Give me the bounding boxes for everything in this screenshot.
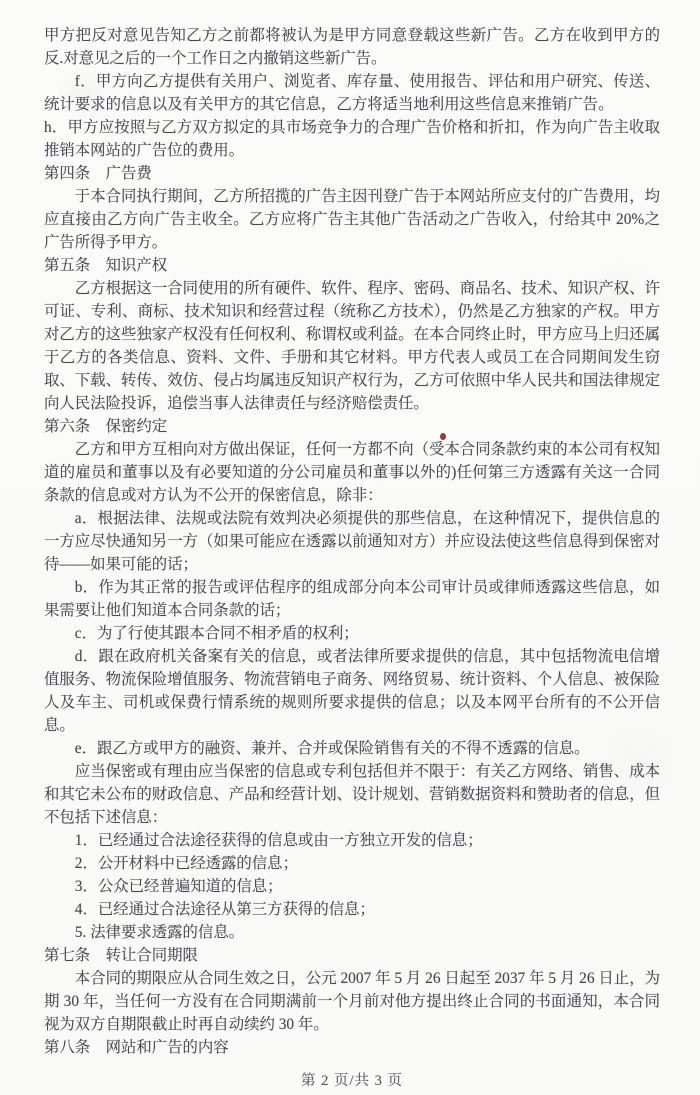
clause-item-d: d．跟在政府机关备案有关的信息，或者法律所要求提供的信息，其中包括物流电信增值服务、物流保险增值服务、物流营销电子商务、网络贸易、统计资料、个人信息、被保险人及车主、司机或保费行情系统的规则所要求提供的信息；以及本网平台所有的不公开信息。 <box>44 648 660 734</box>
list-item-1: 1．已经通过合法途径获得的信息或由一方独立开发的信息； <box>74 832 483 849</box>
paragraph-confidentiality: 乙方和甲方互相向对方做出保证，任何一方都不向（受本合同条款约束的本公司有权知道的雇员和董事以及有必要知道的分公司雇员和董事以外的)任何第三方透露有关这一合同条款的信息或对方认为不公开的保密信息，除非： <box>44 441 660 504</box>
page-number-footer: 第 2 页/共 3 页 <box>300 1073 404 1089</box>
clause-heading-article-5: 第五条 知识产权 <box>44 257 168 274</box>
clause-item-e: e．跟乙方或甲方的融资、兼并、合并或保险销售有关的不得不透露的信息。 <box>74 740 590 757</box>
clause-heading-article-7: 第七条 转让合同期限 <box>44 947 198 964</box>
clause-heading-article-6: 第六条 保密约定 <box>44 418 168 435</box>
paragraph-secret-info-scope: 应当保密或有理由应当保密的信息或专利包括但并不限于：有关乙方网络、销售、成本和其它未公布的财政信息、产品和经营计划、设计规划、营销数据资料和赞助者的信息，但不包括下述信息： <box>44 763 660 826</box>
paragraph-ip-rights: 乙方根据这一合同使用的所有硬件、软件、程序、密码、商品名、技术、知识产权、许可证、专利、商标、技术知识和经营过程（统称乙方技术），仍然是乙方独家的产权。甲方对乙方的这些独家产权没有任何权利、称谓权或利益。在本合同终止时，甲方应马上归还属于乙方的各类信息、资料、文件、手册和其它材料。甲方代表人或员工在合同期间发生窃取、下载、转传、效仿、侵占均属违反知识产权行为，乙方可依照中华人民共和国法律规定向人民法险投诉，追偿当事人法律责任与经济赔偿责任。 <box>44 280 660 412</box>
paragraph-ad-fee: 于本合同执行期间，乙方所招揽的广告主因刊登广告于本网站所应支付的广告费用，均应直接由乙方向广告主收全。乙方应将广告主其他广告活动之广告收入，付给其中 20%之广告所得予甲方。 <box>44 188 660 251</box>
paragraph-contract-term: 本合同的期限应从合同生效之日，公元 2007 年 5 月 26 日起至 2037 年 5 月 26 日止，为期 30 年，当任何一方没有在合同期满前一个月前对他方提出终止合同的书面通知，本合同视为双方自期限截止时再自动续约 30 年。 <box>44 970 660 1033</box>
list-item-3: 3．公众已经普遍知道的信息； <box>74 878 283 895</box>
clause-item-f: f．甲方向乙方提供有关用户、浏览者、库存量、使用报告、评估和用户研究、传送、统计要求的信息以及有关甲方的其它信息，乙方将适当地利用这些信息来推销广告。 <box>44 73 660 113</box>
clause-heading-article-4: 第四条 广告费 <box>44 165 152 182</box>
list-item-4: 4．已经通过合法途径从第三方获得的信息； <box>74 901 375 918</box>
clause-item-h: h．甲方应按照与乙方双方拟定的具市场竞争力的合理广告价格和折扣，作为向广告主收取推销本网站的广告位的费用。 <box>44 119 660 159</box>
list-item-5: 5. 法律要求透露的信息。 <box>74 924 245 941</box>
paragraph-continuation: 甲方把反对意见告知乙方之前都将被认为是甲方同意登载这些新广告。乙方在收到甲方的反.对意见之后的一个工作日之内撤销这些新广告。 <box>44 27 660 67</box>
clause-item-c: c．为了行使其跟本合同不相矛盾的权利； <box>74 625 359 642</box>
red-ink-scan-artifact <box>440 433 446 440</box>
clause-item-a: a．根据法律、法规或法院有效判决必须提供的那些信息，在这种情况下，提供信息的一方应尽快通知另一方（如果可能应在透露以前通知对方）并应设法使这些信息得到保密对待——如果可能的话； <box>44 510 660 573</box>
contract-text-block <box>44 24 660 1093</box>
clause-heading-article-8: 第八条 网站和广告的内容 <box>44 1039 229 1056</box>
list-item-2: 2．公开材料中已经透露的信息； <box>74 855 298 872</box>
clause-item-b: b．作为其正常的报告或评估程序的组成部分向本公司审计员或律师透露这些信息，如果需要让他们知道本合同条款的话； <box>44 579 660 619</box>
